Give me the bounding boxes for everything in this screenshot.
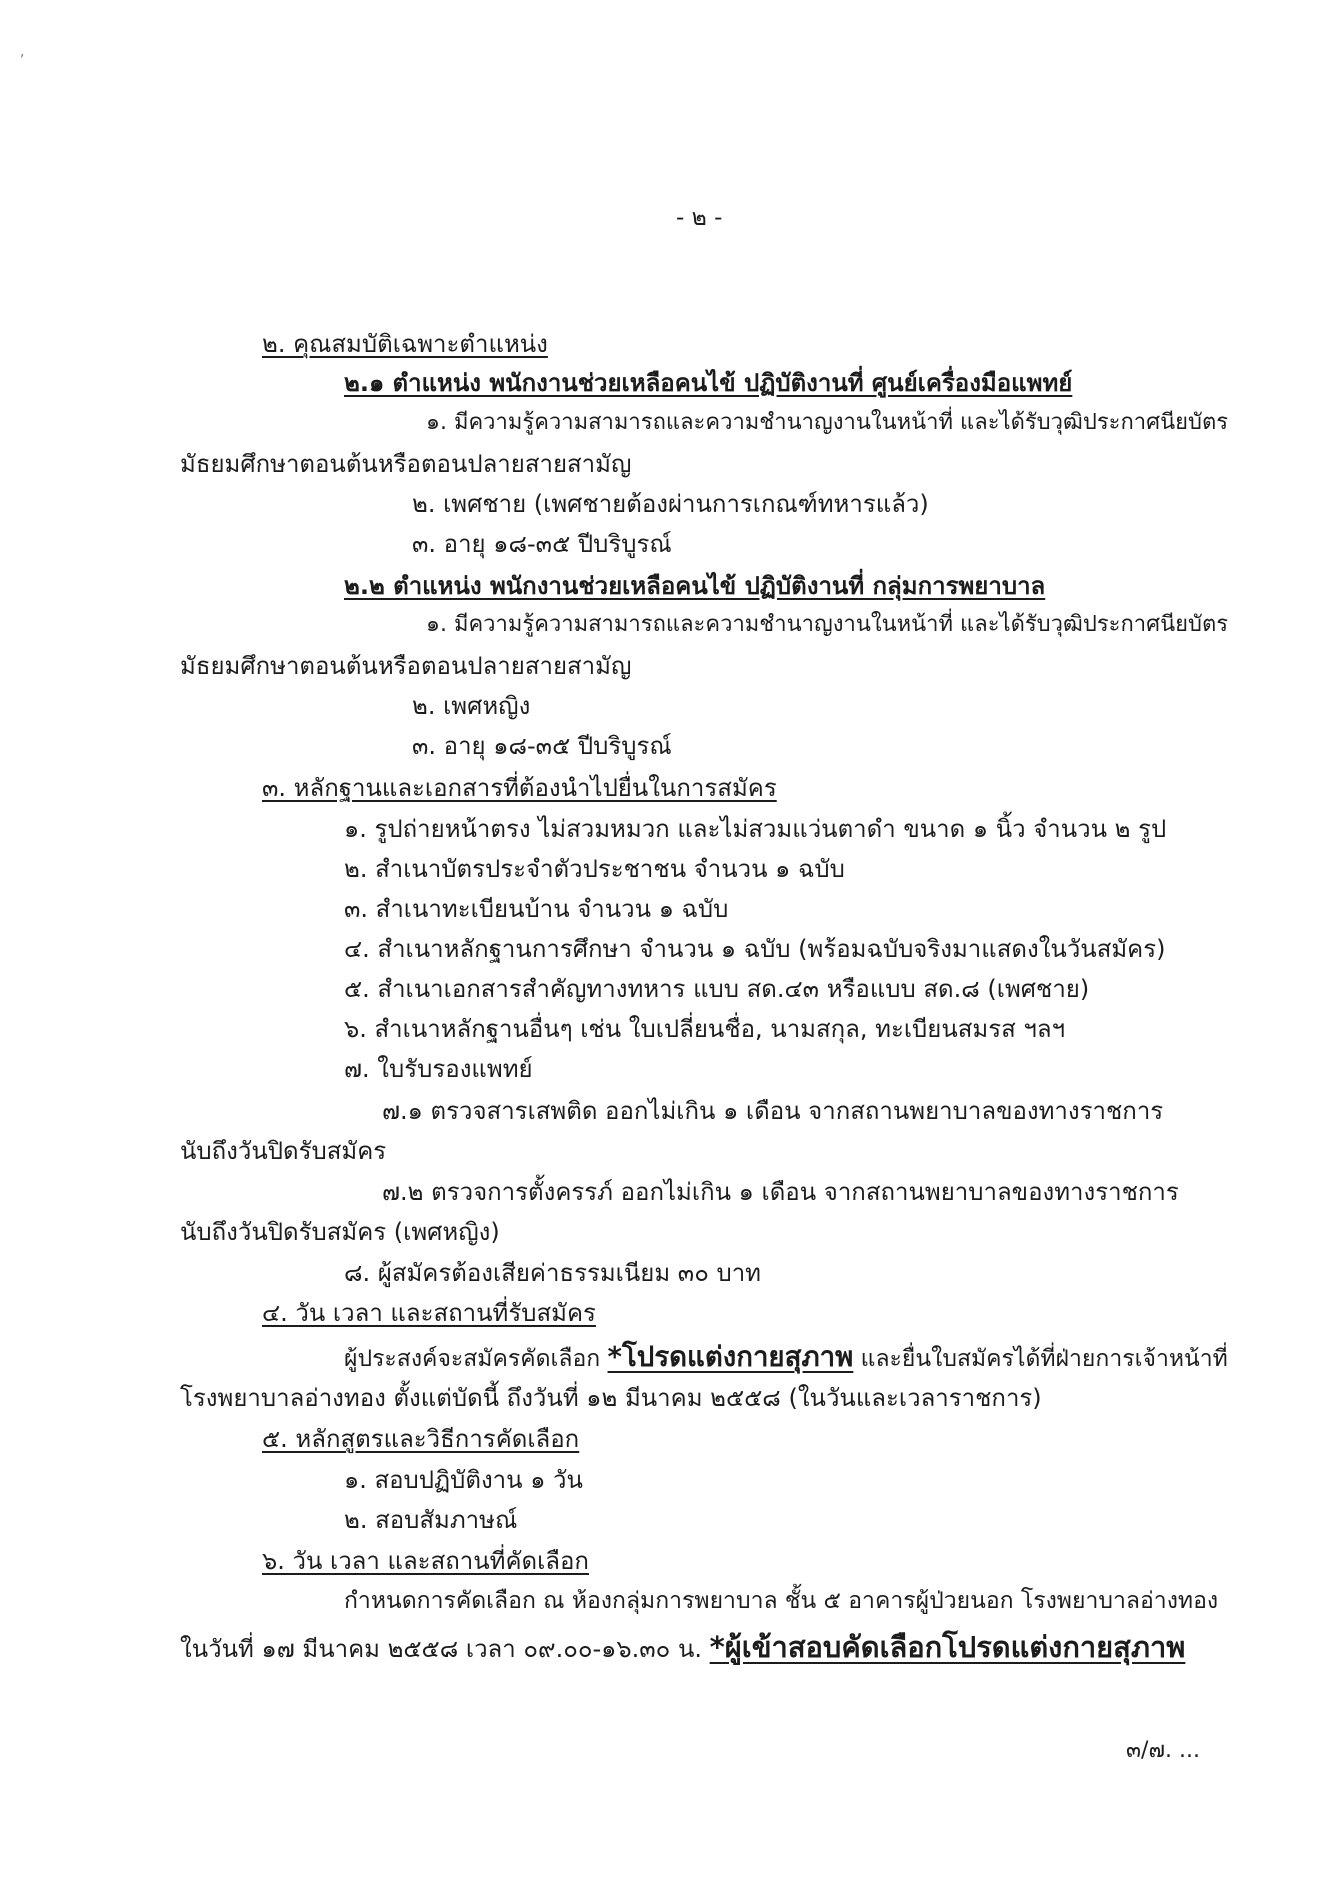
section-3-item-5: ๕. สำเนาเอกสารสำคัญทางทหาร แบบ สด.๔๓ หรือแบบ สด.๘ (เพศชาย) bbox=[344, 975, 1090, 1003]
section-6-heading: ๖. วัน เวลา และสถานที่คัดเลือก bbox=[262, 1547, 589, 1575]
section-2-2-item-2: ๒. เพศหญิง bbox=[412, 692, 531, 720]
section-2-2-heading: ๒.๒ ตำแหน่ง พนักงานช่วยเหลือคนไข้ ปฏิบัติงานที่ กลุ่มการพยาบาล bbox=[344, 572, 1046, 600]
section-3-item-2: ๒. สำเนาบัตรประจำตัวประชาชน จำนวน ๑ ฉบับ bbox=[344, 855, 845, 883]
section-2-2-item-1-line-2: มัธยมศึกษาตอนต้นหรือตอนปลายสายสามัญ bbox=[180, 652, 632, 680]
section-3-item-4: ๔. สำเนาหลักฐานการศึกษา จำนวน ๑ ฉบับ (พร้อมฉบับจริงมาแสดงในวันสมัคร) bbox=[344, 935, 1166, 963]
section-5-item-2: ๒. สอบสัมภาษณ์ bbox=[344, 1506, 518, 1534]
section-3-item-1: ๑. รูปถ่ายหน้าตรง ไม่สวมหมวก และไม่สวมแว่นตาดำ ขนาด ๑ นิ้ว จำนวน ๒ รูป bbox=[344, 815, 1167, 843]
section-3-item-7-2-line-2: นับถึงวันปิดรับสมัคร (เพศหญิง) bbox=[180, 1218, 500, 1246]
section-3-item-6: ๖. สำเนาหลักฐานอื่นๆ เช่น ใบเปลี่ยนชื่อ, นามสกุล, ทะเบียนสมรส ฯลฯ bbox=[344, 1015, 1066, 1043]
section-3-item-7: ๗. ใบรับรองแพทย์ bbox=[344, 1055, 533, 1083]
exam-dress-notice: *ผู้เข้าสอบคัดเลือกโปรดแต่งกายสุภาพ bbox=[709, 1630, 1186, 1664]
section-6-line-1: กำหนดการคัดเลือก ณ ห้องกลุ่มการพยาบาล ชั้น ๕ อาคารผู้ป่วยนอก โรงพยาบาลอ่างทอง bbox=[344, 1588, 1219, 1614]
section-5-item-1: ๑. สอบปฏิบัติงาน ๑ วัน bbox=[344, 1466, 583, 1494]
section-2-2-item-1-line-1: ๑. มีความรู้ความสามารถและความชำนาญงานในหน้าที่ และได้รับวุฒิประกาศนียบัตร bbox=[426, 612, 1229, 637]
section-3-item-7-2-line-1: ๗.๒ ตรวจการตั้งครรภ์ ออกไม่เกิน ๑ เดือน จากสถานพยาบาลของทางราชการ bbox=[382, 1178, 1179, 1206]
continuation-marker: ๓/๗. ... bbox=[1126, 1738, 1200, 1763]
section-3-item-3: ๓. สำเนาทะเบียนบ้าน จำนวน ๑ ฉบับ bbox=[344, 895, 729, 923]
section-2-1-heading: ๒.๑ ตำแหน่ง พนักงานช่วยเหลือคนไข้ ปฏิบัติงานที่ ศูนย์เครื่องมือแพทย์ bbox=[344, 369, 1073, 397]
section-3-heading: ๓. หลักฐานและเอกสารที่ต้องนำไปยื่นในการสมัคร bbox=[262, 774, 777, 802]
section-2-heading: ๒. คุณสมบัติเฉพาะตำแหน่ง bbox=[262, 330, 548, 358]
section-4-line-1-pre: ผู้ประสงค์จะสมัครคัดเลือก bbox=[344, 1346, 601, 1372]
section-3-item-7-1-line-2: นับถึงวันปิดรับสมัคร bbox=[180, 1137, 387, 1165]
section-4-line-1-post: และยื่นใบสมัครได้ที่ฝ่ายการเจ้าหน้าที่ bbox=[860, 1346, 1228, 1372]
section-6-line-2-pre: ในวันที่ ๑๗ มีนาคม ๒๕๕๘ เวลา ๐๙.๐๐-๑๖.๓๐ น. bbox=[180, 1635, 702, 1663]
section-2-1-item-1-line-1: ๑. มีความรู้ความสามารถและความชำนาญงานในหน้าที่ และได้รับวุฒิประกาศนียบัตร bbox=[426, 410, 1229, 435]
section-2-1-item-3: ๓. อายุ ๑๘-๓๕ ปีบริบูรณ์ bbox=[412, 530, 672, 558]
section-5-heading: ๕. หลักสูตรและวิธีการคัดเลือก bbox=[262, 1425, 580, 1453]
section-4-line-1 bbox=[344, 1340, 1228, 1374]
section-2-1-item-1-line-2: มัธยมศึกษาตอนต้นหรือตอนปลายสายสามัญ bbox=[180, 450, 632, 478]
section-3-item-7-1-line-1: ๗.๑ ตรวจสารเสพติด ออกไม่เกิน ๑ เดือน จากสถานพยาบาลของทางราชการ bbox=[382, 1097, 1164, 1125]
section-6-line-2 bbox=[180, 1630, 1185, 1665]
dress-politely-notice: *โปรดแต่งกายสุภาพ bbox=[607, 1340, 854, 1373]
scan-mark: , bbox=[20, 44, 25, 60]
section-4-heading: ๔. วัน เวลา และสถานที่รับสมัคร bbox=[262, 1299, 596, 1327]
section-2-2-item-3: ๓. อายุ ๑๘-๓๕ ปีบริบูรณ์ bbox=[412, 732, 672, 760]
page-number: - ๒ - bbox=[676, 205, 723, 231]
section-4-line-2: โรงพยาบาลอ่างทอง ตั้งแต่บัดนี้ ถึงวันที่ ๑๒ มีนาคม ๒๕๕๘ (ในวันและเวลาราชการ) bbox=[180, 1384, 1042, 1412]
section-3-item-8: ๘. ผู้สมัครต้องเสียค่าธรรมเนียม ๓๐ บาท bbox=[344, 1259, 761, 1287]
section-2-1-item-2: ๒. เพศชาย (เพศชายต้องผ่านการเกณฑ์ทหารแล้ว) bbox=[412, 490, 929, 518]
